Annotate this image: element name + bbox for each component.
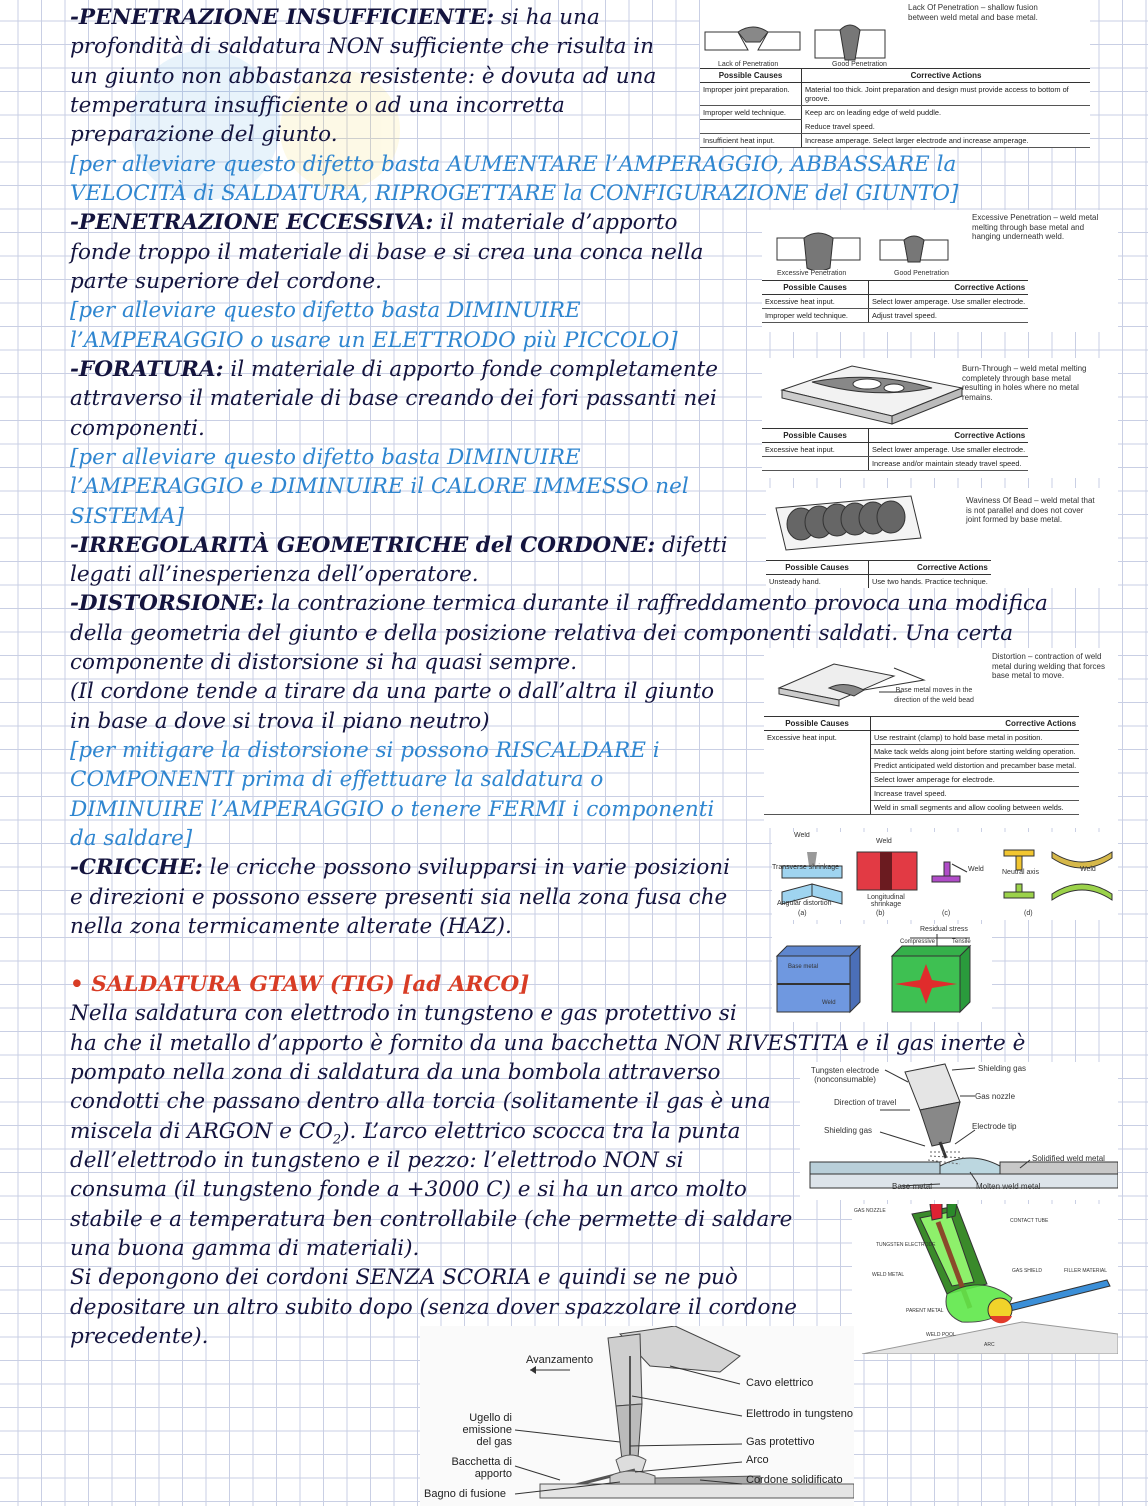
label-weld: Weld xyxy=(822,1000,836,1006)
label-gas-protettivo: Gas protettivo xyxy=(746,1436,815,1448)
label-a: (a) xyxy=(798,910,807,917)
causes-table: Possible Causes Corrective Actions Excessive heat input. Select lower amperage. Use smaller electrode. Improper weld technique. Adjust travel speed. xyxy=(762,280,1028,323)
figure-caption: Burn-Through – weld metal melting completely through base metal resulting in holes where no metal remains. xyxy=(962,364,1087,402)
text-line: nella zona termicamente alterate (HAZ). xyxy=(70,914,512,939)
label-weld-metal: WELD METAL xyxy=(872,1272,905,1278)
text-line: componenti. xyxy=(70,416,205,441)
label-shielding-gas-top: Shielding gas xyxy=(978,1064,1027,1073)
label-parent-metal: PARENT METAL xyxy=(906,1308,944,1314)
text-line: e direzioni e possono essere presenti sia nella zona fusa che xyxy=(70,885,728,910)
label-weld: Weld xyxy=(794,832,810,839)
text-line: Nella saldatura con elettrodo in tungsteno e gas protettivo si xyxy=(70,1001,737,1026)
label-tensile: Tensile xyxy=(952,939,971,945)
burn-through-diagram xyxy=(772,360,972,426)
figure-waviness-of-bead xyxy=(766,488,1118,588)
text-line: ha che il metallo d’apporto è fornito da una bacchetta NON RIVESTITA e il gas inerte è xyxy=(70,1031,1026,1056)
remedy-line: l’AMPERAGGIO o usare un ELETTRODO più PICCOLO] xyxy=(70,328,678,353)
callout-base-metal-moves: Base metal moves in the direction of the weld bead xyxy=(894,687,974,704)
figure-distortion-types xyxy=(772,832,1118,920)
label-lack-penetration: Lack of Penetration xyxy=(718,61,779,68)
text-line: fonde troppo il materiale di base e si crea una conca nella xyxy=(70,240,704,265)
remedy-line: SISTEMA] xyxy=(70,504,184,529)
text-line: della geometria del giunto e della posizione relativa dei componenti saldati. Una certa xyxy=(70,621,1014,646)
remedy-line: COMPONENTI prima di effettuare la saldatura o xyxy=(70,767,604,792)
figure-caption: Distortion – contraction of weld metal during welding that forces base metal to move. xyxy=(992,652,1105,680)
label-contact-tube: CONTACT TUBE xyxy=(1010,1218,1049,1224)
figure-caption: Lack Of Penetration – shallow fusion between weld metal and base metal. xyxy=(908,3,1038,22)
text-line: in base a dove si trova il piano neutro) xyxy=(70,709,490,734)
label-molten-weld-metal: Molten weld metal xyxy=(976,1182,1041,1191)
label-weld-pool: WELD POOL xyxy=(926,1332,956,1338)
figure-caption: Excessive Penetration – weld metal melting through base metal and hanging underneath weld. xyxy=(972,213,1099,241)
label-direction-of-travel: Direction of travel xyxy=(834,1098,897,1107)
label-base-metal: Base metal xyxy=(788,964,819,970)
figure-burn-through xyxy=(762,358,1118,478)
waviness-diagram xyxy=(771,488,951,558)
remedy-line: [per alleviare questo difetto basta AUMENTARE l’AMPERAGGIO, ABBASSARE la xyxy=(70,152,957,177)
remedy-line: [per alleviare questo difetto basta DIMINUIRE xyxy=(70,445,581,470)
text-line: stabile e a temperatura ben controllabile (che permette di saldare xyxy=(70,1207,793,1232)
figure-tig-cutaway xyxy=(852,1204,1118,1354)
text-line: Si depongono dei cordoni SENZA SCORIA e quindi se ne può xyxy=(70,1265,738,1290)
figure-tig-torch-italian xyxy=(420,1326,854,1506)
causes-table: Possible Causes Corrective Actions Unsteady hand. Use two hands. Practice technique. xyxy=(766,560,991,588)
text-line: depositare un altro subito dopo (senza dover spazzolare il cordone xyxy=(70,1295,798,1320)
text-line: parte superiore del cordone. xyxy=(70,269,382,294)
label-gas-shield: GAS SHIELD xyxy=(1012,1268,1043,1274)
causes-table: Possible Causes Corrective Actions Excessive heat input. Select lower amperage. Use smaller electrode. Increase and/or maintain steady travel speed. xyxy=(762,428,1028,471)
figure-tig-schematic xyxy=(800,1062,1118,1200)
label-longitudinal: Longitudinal shrinkage xyxy=(867,894,905,908)
text-line: precedente). xyxy=(70,1324,209,1349)
label-angular: Angular distortion xyxy=(777,900,832,907)
figure-residual-stress xyxy=(772,924,992,1022)
label-solidified-weld-metal: Solidified weld metal xyxy=(1032,1154,1105,1163)
text-line: attraverso il materiale di base creando dei fori passanti nei xyxy=(70,386,717,411)
text-line: temperatura insufficiente o ad una incorretta xyxy=(70,93,565,118)
text-line: consuma (il tungsteno fonde a +3000 C) e si ha un arco molto xyxy=(70,1177,747,1202)
remedy-line: da saldare] xyxy=(70,826,193,851)
heading-distortion: -DISTORSIONE: la contrazione termica durante il raffreddamento provoca una modifica xyxy=(70,591,1048,616)
label-weld: Weld xyxy=(968,866,984,873)
label-cavo-elettrico: Cavo elettrico xyxy=(746,1377,814,1389)
label-arc: ARC xyxy=(984,1342,995,1348)
label-shielding-gas: Shielding gas xyxy=(824,1126,873,1135)
label-d: (d) xyxy=(1024,910,1033,917)
label-weld: Weld xyxy=(1080,866,1096,873)
heading-cracks: -CRICCHE: le cricche possono svilupparsi in varie posizioni xyxy=(70,855,730,880)
section-title-gtaw: • SALDATURA GTAW (TIG) [ad ARCO] xyxy=(70,972,530,997)
label-tungsten-electrode: TUNGSTEN ELECTRODE xyxy=(876,1242,936,1248)
figure-lack-of-penetration xyxy=(700,0,1090,148)
remedy-line: l’AMPERAGGIO e DIMINUIRE il CALORE IMMESSO nel xyxy=(70,474,689,499)
label-good-penetration: Good Penetration xyxy=(894,270,949,277)
label-cordone-solidificato: Cordone solidificato xyxy=(746,1474,843,1486)
text-line: (Il cordone tende a tirare da una parte o dall’altra il giunto xyxy=(70,679,715,704)
text-line: una buona gamma di materiali). xyxy=(70,1236,420,1261)
text-line: dell’elettrodo in tungsteno e il pezzo: l’elettrodo NON si xyxy=(70,1148,684,1173)
label-c: (c) xyxy=(942,910,951,917)
label-transverse: Transverse shrinkage xyxy=(772,864,840,871)
label-tungsten-electrode: Tungsten electrode (nonconsumable) xyxy=(810,1066,880,1084)
remedy-line: [per alleviare questo difetto basta DIMINUIRE xyxy=(70,298,581,323)
text-line: preparazione del giunto. xyxy=(70,122,338,147)
label-base-metal: Base metal xyxy=(892,1182,933,1191)
heading-bead-irregularity: -IRREGOLARITÀ GEOMETRICHE del CORDONE: difetti xyxy=(70,533,728,558)
text-line: componente di distorsione si ha quasi sempre. xyxy=(70,650,578,675)
text-line: condotti che passano dentro alla torcia (solitamente il gas è una xyxy=(70,1089,771,1114)
tig-cutaway-diagram xyxy=(852,1204,1118,1354)
label-residual-stress: Residual stress xyxy=(920,926,968,933)
label-arco: Arco xyxy=(746,1454,769,1466)
figure-excessive-penetration xyxy=(762,210,1118,332)
label-avanzamento: Avanzamento xyxy=(526,1354,594,1366)
text-line: pompato nella zona di saldatura da una bombola attraverso xyxy=(70,1060,721,1085)
text-line: profondità di saldatura NON sufficiente che risulta in xyxy=(70,34,654,59)
label-filler-material: FILLER MATERIAL xyxy=(1064,1268,1107,1274)
causes-table: Possible Causes Corrective Actions Improper joint preparation. Material too thick. Joint preparation and design must provide access to bottom of groove. Improper weld technique. Keep arc on leading edge of weld puddle. Reduce travel speed. Insufficient heat input. Increase amperage. Select larger electrode and increase amperage. xyxy=(700,68,1090,148)
penetration-diagram xyxy=(700,0,920,70)
text-line: un giunto non abbastanza resistente: è dovuta ad una xyxy=(70,64,657,89)
label-gas-nozzle: Gas nozzle xyxy=(975,1092,1016,1101)
figure-caption: Waviness Of Bead – weld metal that is not parallel and does not cover joint formed by base metal. xyxy=(966,496,1095,524)
label-compressive: Compressive xyxy=(900,939,936,945)
text-line: legati all’inesperienza dell’operatore. xyxy=(70,562,479,587)
text-line: miscela di ARGON e $CO_2$). L’arco elettrico scocca tra la punta xyxy=(70,1119,741,1148)
causes-table: Possible Causes Corrective Actions Excessive heat input. Use restraint (clamp) to hold base metal in position. Make tack welds along joint before starting welding operation. Predict anticipated weld distortion and precamber base metal. Select lower amperage for electrode. Increase travel speed. Weld in small segments and allow cooling between welds. xyxy=(764,716,1079,815)
label-bagno-di-fusione: Bagno di fusione xyxy=(424,1488,506,1500)
label-weld: Weld xyxy=(876,838,892,845)
remedy-line: DIMINUIRE l’AMPERAGGIO o tenere FERMI i componenti xyxy=(70,797,715,822)
heading-burn-through: -FORATURA: il materiale di apporto fonde completamente xyxy=(70,357,718,382)
label-electrode-tip: Electrode tip xyxy=(972,1122,1017,1131)
label-b: (b) xyxy=(876,910,885,917)
label-gas-nozzle: GAS NOZZLE xyxy=(854,1208,886,1214)
remedy-line: [per mitigare la distorsione si possono RISCALDARE i xyxy=(70,738,660,763)
remedy-line: VELOCITÀ di SALDATURA, RIPROGETTARE la CONFIGURAZIONE del GIUNTO] xyxy=(70,181,959,206)
label-neutral-axis: Neutral axis xyxy=(1002,869,1039,876)
figure-distortion xyxy=(764,648,1118,828)
label-good-penetration: Good Penetration xyxy=(832,61,887,68)
label-ugello: Ugello di emissione del gas xyxy=(462,1412,512,1448)
label-elettrodo-tungsteno: Elettrodo in tungsteno xyxy=(746,1408,854,1420)
label-excessive-penetration: Excessive Penetration xyxy=(777,270,847,277)
heading-excessive-penetration: -PENETRAZIONE ECCESSIVA: il materiale d’apporto xyxy=(70,210,678,235)
heading-insufficient-penetration: -PENETRAZIONE INSUFFICIENTE: si ha una xyxy=(70,5,600,30)
label-bacchetta: Bacchetta di apporto xyxy=(451,1456,512,1480)
excessive-penetration-diagram xyxy=(762,210,972,270)
